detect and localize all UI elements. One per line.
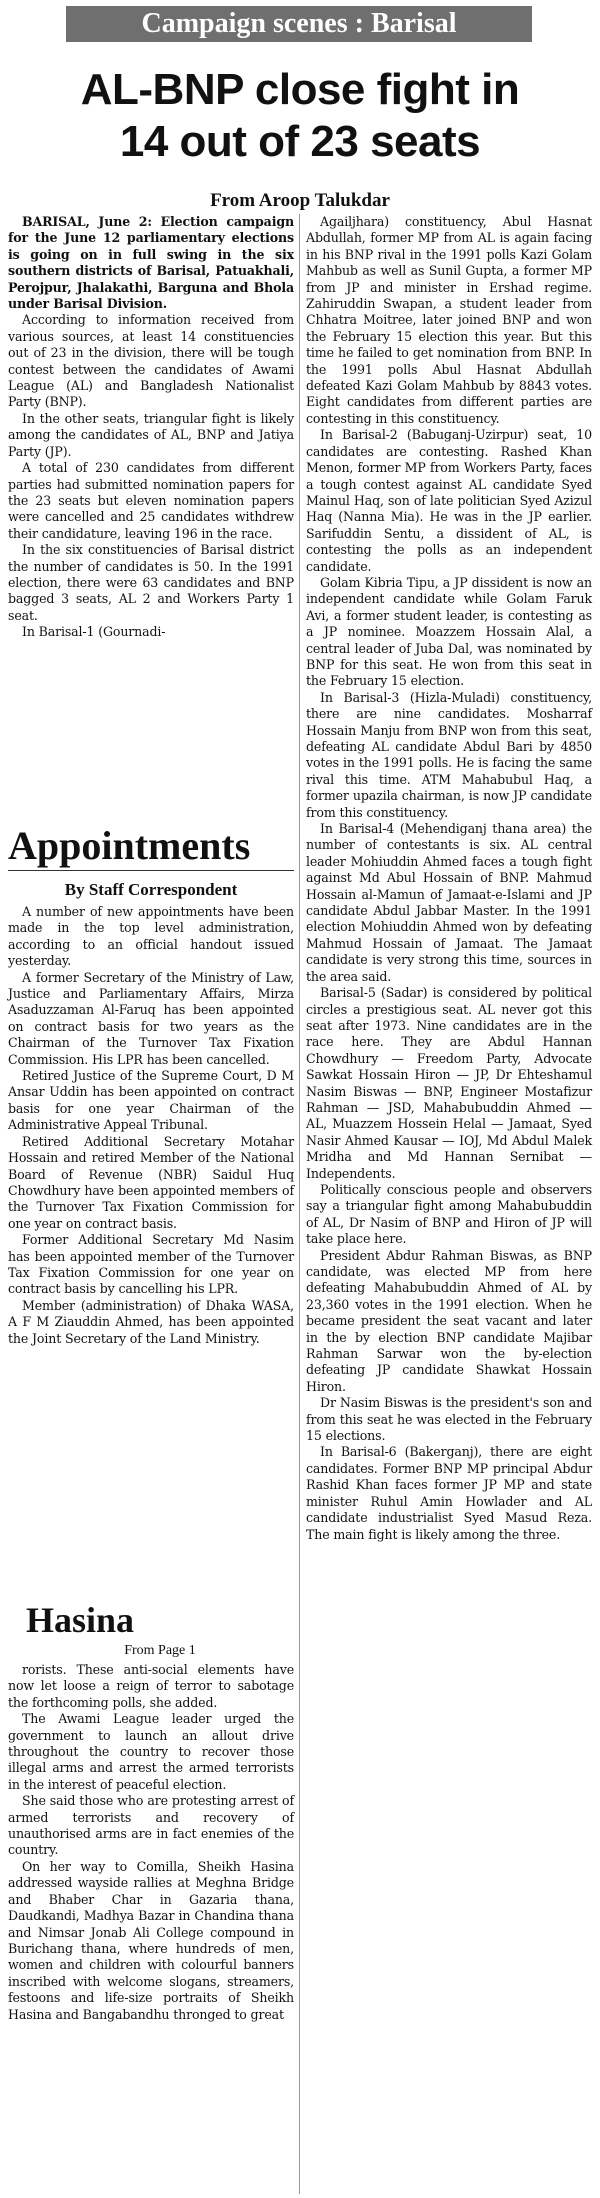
appointments-paragraph: Retired Justice of the Supreme Court, D M Ansar Uddin has been appointed on contract basis for one year Chairman of the Administrative Appeal Tribunal. <box>8 1068 294 1133</box>
hasina-jump-line: From Page 1 <box>124 1643 196 1658</box>
story-paragraph: Golam Kibria Tipu, a JP dissident is now an independent candidate while Golam Faruk Avi, a former student leader, is contesting as a JP nominee. Moazzem Hossain Alal, a central leader of Juba Dal, was nominated by BNP for this seat. He won from this seat in the February 15 election. <box>306 574 592 689</box>
story-column-right <box>306 214 592 1543</box>
story-paragraph: In Barisal-2 (Babuganj-Uzirpur) seat, 10 candidates are contesting. Rashed Khan Menon, former MP from Workers Party, faces a tough contest against AL candidate Syed Mainul Haq, son of late politician Syed Azizul Haq (Nanna Mia). He was in the JP earlier. Sarifuddin Sentu, a dissident of AL, is contesting the polls as an independent candidate. <box>306 427 592 574</box>
hasina-heading: Hasina <box>26 1600 135 1640</box>
story-paragraph: In the six constituencies of Barisal district the number of candidates is 50. In the 1991 election, there were 63 candidates and BNP bagged 3 seats, AL 2 and Workers Party 1 seat. <box>8 542 294 623</box>
hasina-paragraph: On her way to Comilla, Sheikh Hasina addressed wayside rallies at Meghna Bridge and Bhaber Char in Gazaria thana, Daudkandi, Madhya Bazar in Chandina thana and Nimsar Jonab Ali College compound in Burichang thana, where hundreds of men, women and children with colourful banners inscribed with welcome slogans, streamers, festoons and life-size portraits of Sheikh Hasina and Bangabandhu thronged to great <box>8 1858 294 2022</box>
appointments-rule <box>8 870 294 871</box>
story-paragraph: In Barisal-6 (Bakerganj), there are eight candidates. Former BNP MP principal Abdur Rashid Khan faces former JP MP and state minister Ruhul Amin Howlader and AL candidate industrialist Syed Masud Reza. The main fight is likely among the three. <box>306 1444 592 1542</box>
story-paragraph: According to information received from various sources, at least 14 constituencies out of 23 in the division, there will be tough contest between the candidates of Awami League (AL) and Bangladesh Nationalist Party (BNP). <box>8 312 294 410</box>
story-lead: BARISAL, June 2: Election campaign for the June 12 parliamentary elections is going on in full swing in the six southern districts of Barisal, Patuakhali, Perojpur, Jhalakathi, Barguna and Bhola under Barisal Division. <box>8 214 294 312</box>
story-paragraph: In Barisal-1 (Gournadi- <box>22 624 166 640</box>
story-paragraph: Dr Nasim Biswas is the president's son and from this seat he was elected in the February 15 elections. <box>306 1395 592 1444</box>
appointments-byline: By Staff Correspondent <box>64 880 238 899</box>
appointments-column <box>8 904 294 1347</box>
appointments-paragraph: A number of new appointments have been made in the top level administration, according to an official handout issued yesterday. <box>8 904 294 969</box>
headline-line-1: AL-BNP close fight in <box>80 65 520 114</box>
story-paragraph: A total of 230 candidates from different parties had submitted nomination papers for the 23 seats but eleven nomination papers were cancelled and 25 candidates withdrew their candidature, leaving 196 in the race. <box>8 460 294 541</box>
appointments-paragraph: Member (administration) of Dhaka WASA, A F M Ziauddin Ahmed, has been appointed the Joint Secretary of the Land Ministry. <box>8 1297 294 1346</box>
appointments-paragraph: A former Secretary of the Ministry of Law, Justice and Parliamentary Affairs, Mirza Asaduzzaman Al-Faruq has been appointed on contract basis for two years as the Chairman of the Turnover Tax Fixation Commission. His LPR has been cancelled. <box>8 969 294 1067</box>
appointments-paragraph: Retired Additional Secretary Motahar Hossain and retired Member of the National Board of Revenue (NBR) Saidul Huq Chowdhury have been appointed members of the Turnover Tax Fixation Commission for one year on contract basis. <box>8 1133 294 1231</box>
appointments-heading: Appointments <box>8 823 251 868</box>
story-paragraph: In Barisal-3 (Hizla-Muladi) constituency, there are nine candidates. Mosharraf Hossain Manju from BNP won from this seat, defeating AL candidate Abdul Bari by 4850 votes in the 1991 polls. He is facing the same rival this time. ATM Mahabubul Haq, a former upazila chairman, is now JP candidate from this constituency. <box>306 689 592 820</box>
hasina-paragraph: She said those who are protesting arrest of armed terrorists and recovery of unauthorised arms are in fact enemies of the country. <box>8 1793 294 1858</box>
story-paragraph: Politically conscious people and observers say a triangular fight among Mahabubuddin of AL, Dr Nasim of BNP and Hiron of JP will take place here. <box>306 1181 592 1247</box>
hasina-column <box>8 1662 294 2023</box>
story-column-left <box>8 214 294 641</box>
appointments-paragraph: Former Additional Secretary Md Nasim has been appointed member of the Turnover Tax Fixation Commission for one year on contract basis by cancelling his LPR. <box>8 1232 294 1297</box>
story-paragraph: In Barisal-4 (Mehendiganj thana area) the number of contestants is six. AL central leader Mohiuddin Ahmed faces a tough fight against Md Abul Hossain of BNP. Mahmud Hossain al-Mamun of Jamaat-e-Islami and JP candidate Abdul Jabbar Master. In the 1991 election Mohiuddin Ahmed won by defeating Mahmud Hossain of Jamaat. The Jamaat candidate is very strong this time, sources in the area said. <box>306 821 592 984</box>
story-paragraph: Barisal-5 (Sadar) is considered by political circles a prestigious seat. AL never got this seat after 1973. Nine candidates are in the race here. They are Abdul Hannan Chowdhury — Freedom Party, Advocate Sawkat Hossain Hiron — JP, Dr Ehteshamul Nasim Biswas — BNP, Engineer Mostafizur Rahman — JSD, Mahabubuddin Ahmed — AL, Muazzem Hossein Helal — Jamaat, Syed Nasir Ahmed Kausar — IOJ, Md Abdul Malek Mridha and Md Hannan Sernibat — Independents. <box>306 985 592 1181</box>
column-divider <box>299 214 300 2194</box>
story-paragraph: In the other seats, triangular fight is likely among the candidates of AL, BNP and Jatiya Party (JP). <box>8 410 294 459</box>
hasina-paragraph: rorists. These anti-social elements have now let loose a reign of terror to sabotage the forthcoming polls, she added. <box>8 1662 294 1710</box>
headline-line-2: 14 out of 23 seats <box>119 117 481 166</box>
hasina-paragraph: The Awami League leader urged the government to launch an allout drive throughout the country to recover those illegal arms and arrest the armed terrorists in the interest of peaceful election. <box>8 1711 294 1792</box>
byline: From Aroop Talukdar <box>210 190 390 211</box>
headline <box>10 64 590 168</box>
story-paragraph: President Abdur Rahman Biswas, as BNP candidate, was elected MP from here defeating Mahabubuddin Ahmed of AL by 23,360 votes in the 1991 election. When he became president the seat vacant and later in the by election BNP candidate Majibar Rahman Sarwar won the by-election defeating JP candidate Shawkat Hossain Hiron. <box>306 1247 592 1394</box>
section-banner: Campaign scenes : Barisal <box>66 6 532 42</box>
story-paragraph: Agailjhara) constituency, Abul Hasnat Abdullah, former MP from AL is again facing in his BNP rival in the 1991 polls Kazi Golam Mahbub as well as Sunil Gupta, a former MP from JP and minister in Ershad regime. Zahiruddin Swapan, a student leader from Chhatra Moitree, later joined BNP and won the February 15 election this year. But this time he failed to get nomination from BNP. In the 1991 polls Abul Hasnat Abdullah defeated Kazi Golam Mahbub by 8843 votes. Eight candidates from different parties are contesting in this constituency. <box>306 214 592 426</box>
